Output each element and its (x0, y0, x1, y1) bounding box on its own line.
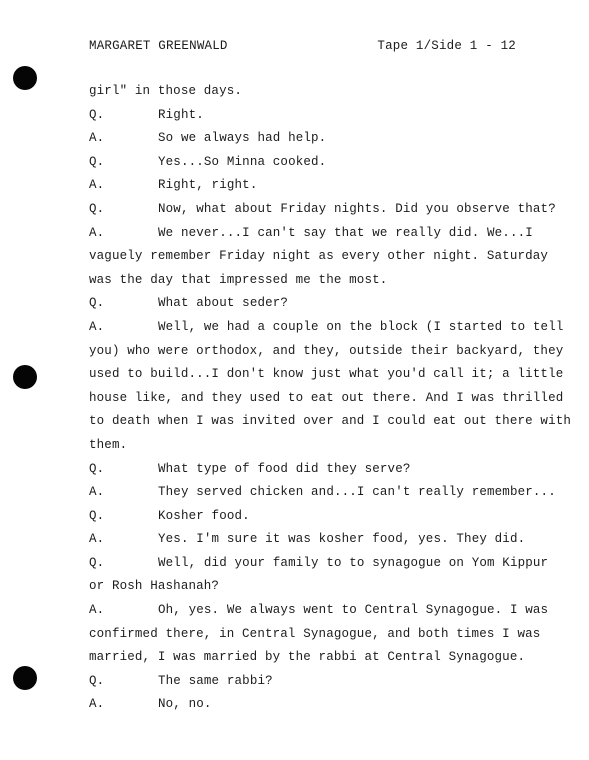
transcript-line (89, 151, 549, 175)
line-text: house like, and they used to eat out there. And I was thrilled (89, 390, 564, 405)
speaker-label: A. (89, 697, 105, 712)
speaker-label: A. (89, 603, 105, 618)
speaker-label: A. (89, 319, 105, 334)
line-text: to death when I was invited over and I could eat out there with (89, 414, 572, 429)
line-text: them. (89, 437, 128, 452)
line-text: Now, what about Friday nights. Did you observe that? (158, 201, 556, 216)
transcript-line (89, 292, 549, 316)
line-text: Yes...So Minna cooked. (158, 154, 327, 169)
speaker-label: A. (89, 131, 105, 146)
speaker-label: Q. (89, 673, 105, 688)
speaker-label: Q. (89, 154, 105, 169)
transcript-line (89, 104, 549, 128)
transcript-line (89, 363, 564, 387)
transcript-line (89, 316, 564, 340)
transcript-line (89, 552, 549, 576)
line-text: They served chicken and...I can't really remember... (158, 485, 556, 500)
punch-hole-top (13, 66, 37, 90)
transcript-line (89, 575, 549, 599)
line-text: girl" in those days. (89, 84, 243, 98)
header-name: MARGARET GREENWALD (89, 39, 228, 53)
speaker-label: Q. (89, 508, 105, 523)
line-text: Right, right. (158, 178, 258, 193)
line-text: confirmed there, in Central Synagogue, and both times I was (89, 626, 541, 641)
speaker-label: Q. (89, 296, 105, 311)
transcript-line (89, 387, 564, 411)
line-text: Kosher food. (158, 508, 250, 523)
transcript-line (89, 410, 572, 434)
transcript-line (89, 623, 549, 647)
line-text: Yes. I'm sure it was kosher food, yes. They did. (158, 532, 526, 547)
transcript-line (89, 670, 549, 694)
line-text: used to build...I don't know just what you'd call it; a little (89, 367, 564, 382)
speaker-label: Q. (89, 555, 105, 570)
transcript-line (89, 481, 556, 505)
line-text: Well, did your family to to synagogue on Yom Kippur (158, 555, 549, 570)
transcript-line (89, 458, 549, 482)
speaker-label: Q. (89, 201, 105, 216)
line-text: or Rosh Hashanah? (89, 579, 220, 594)
transcript-line (89, 599, 549, 623)
line-text: No, no. (158, 697, 212, 712)
line-text: vaguely remember Friday night as every other night. Saturday (89, 249, 549, 264)
line-text: What about seder? (158, 296, 289, 311)
line-text: Right. (158, 107, 204, 122)
speaker-label: A. (89, 178, 105, 193)
speaker-label: A. (89, 532, 105, 547)
transcript-line (89, 269, 549, 293)
line-text: you) who were orthodox, and they, outside their backyard, they (89, 343, 564, 358)
transcript-line (89, 528, 549, 552)
transcript-line (89, 646, 549, 670)
transcript-line (89, 222, 549, 246)
header-tape: Tape 1/Side 1 - 12 (377, 39, 516, 53)
transcript-line (89, 245, 549, 269)
transcript-line (89, 340, 564, 364)
line-text: was the day that impressed me the most. (89, 272, 388, 287)
speaker-label: A. (89, 485, 105, 500)
line-text: married, I was married by the rabbi at Central Synagogue. (89, 650, 526, 665)
transcript-line (89, 174, 549, 198)
transcript-line (89, 505, 549, 529)
speaker-label: A. (89, 225, 105, 240)
line-text: We never...I can't say that we really did. We...I (158, 225, 533, 240)
line-text: What type of food did they serve? (158, 461, 411, 476)
transcript-line (89, 127, 549, 151)
line-text: So we always had help. (158, 131, 327, 146)
transcript-body (89, 80, 572, 717)
transcript-line (89, 198, 556, 222)
line-text: The same rabbi? (158, 673, 273, 688)
punch-hole-middle (13, 365, 37, 389)
speaker-label: Q. (89, 107, 105, 122)
speaker-label: Q. (89, 461, 105, 476)
line-text: Well, we had a couple on the block (I started to tell (158, 319, 564, 334)
punch-hole-bottom (13, 666, 37, 690)
transcript-line (89, 80, 549, 104)
transcript-line (89, 693, 549, 717)
line-text: Oh, yes. We always went to Central Synagogue. I was (158, 603, 549, 618)
transcript-line (89, 434, 549, 458)
